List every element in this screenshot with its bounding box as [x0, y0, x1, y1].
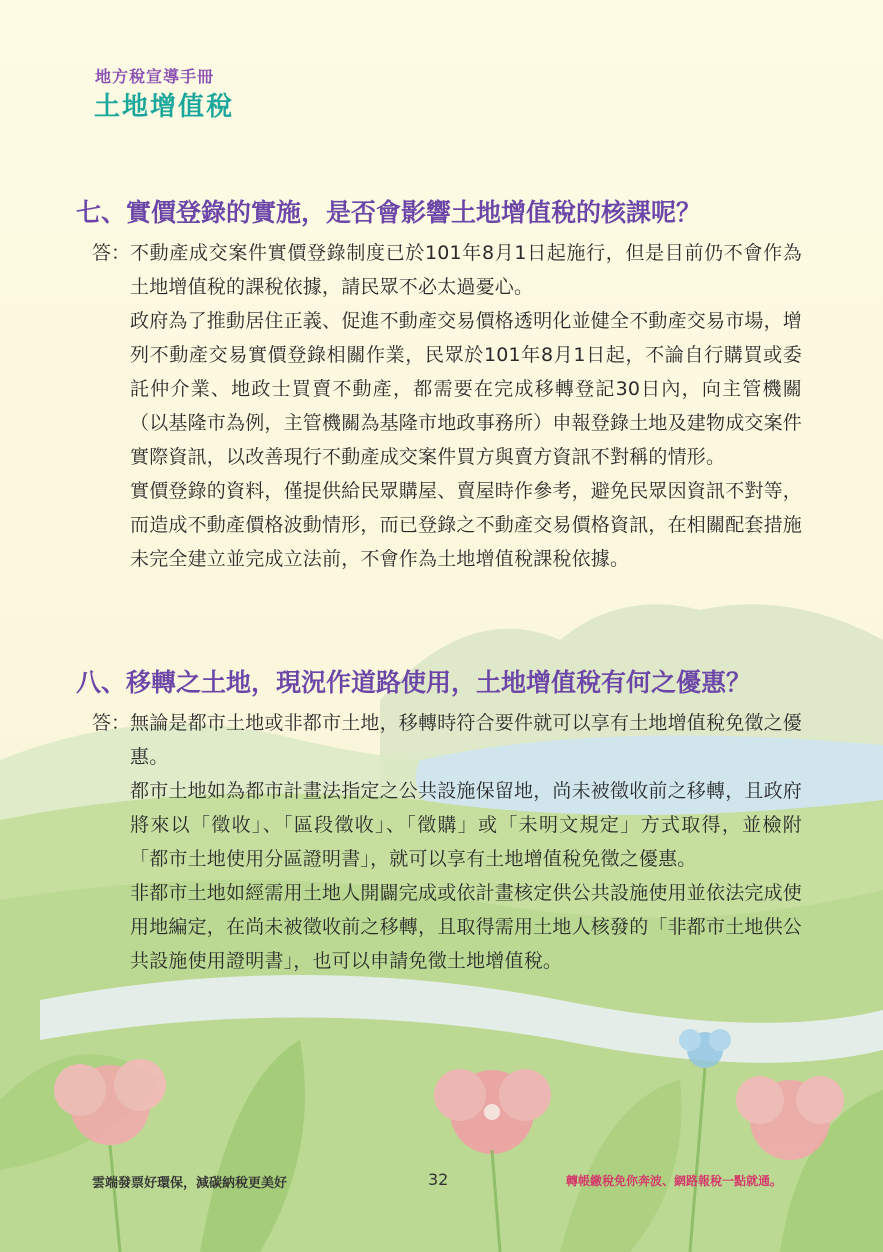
answer-paragraph: 政府為了推動居住正義、促進不動產交易價格透明化並健全不動產交易市場，增列不動產交易實價登錄相關作業，民眾於101年8月1日起，不論自行購買或委託仲介業、地政士買賣不動產，都需要在完成移轉登記30日內，向主管機關（以基隆市為例，主管機關為基隆市地政事務所）申報登錄土地及建物成交案件實際資訊，以改善現行不動產成交案件買方與賣方資訊不對稱的情形。 — [130, 310, 803, 468]
answer-prefix: 答： — [92, 712, 131, 734]
answer-paragraph: 不動產成交案件實價登錄制度已於101年8月1日起施行，但是目前仍不會作為土地增值稅的課稅依據，請民眾不必太過憂心。 — [130, 242, 802, 298]
footer-slogan-right: 轉帳繳稅免你奔波、網路報稅一點就通。 — [566, 1174, 783, 1188]
question-title: 七、實價登錄的實施，是否會影響土地增值稅的核課呢？ — [76, 198, 702, 227]
answer-prefix: 答： — [92, 242, 131, 264]
answer-paragraph: 都市土地如為都市計畫法指定之公共設施保留地，尚未被徵收前之移轉，且政府將來以「徵收」、「區段徵收」、「徵購」或「未明文規定」方式取得，並檢附「都市土地使用分區證明書」，就可以享有土地增值稅免徵之優惠。 — [130, 780, 803, 870]
answer-block — [92, 236, 807, 576]
answer-block — [92, 706, 807, 978]
answer-body — [130, 236, 802, 576]
question-title: 八、移轉之土地，現況作道路使用，土地增值稅有何之優惠？ — [76, 668, 752, 697]
answer-body — [130, 706, 802, 978]
handbook-series-label: 地方稅宣導手冊 — [95, 67, 215, 86]
answer-paragraph: 實價登錄的資料，僅提供給民眾購屋、賣屋時作參考，避免民眾因資訊不對等，而造成不動產價格波動情形，而已登錄之不動產交易價格資訊，在相關配套措施未完全建立並完成立法前，不會作為土地增值稅課稅依據。 — [130, 480, 803, 570]
answer-paragraph: 無論是都市土地或非都市土地，移轉時符合要件就可以享有土地增值稅免徵之優惠。 — [130, 712, 803, 768]
handbook-title: 土地增值稅 — [94, 92, 235, 122]
page-number: 32 — [428, 1170, 449, 1189]
answer-paragraph: 非都市土地如經需用土地人開闢完成或依計畫核定供公共設施使用並依法完成使用地編定，在尚未被徵收前之移轉，且取得需用土地人核發的「非都市土地供公共設施使用證明書」，也可以申請免徵土地增值稅。 — [130, 882, 803, 972]
footer-slogan-left: 雲端發票好環保，減碳納稅更美好 — [92, 1176, 288, 1191]
